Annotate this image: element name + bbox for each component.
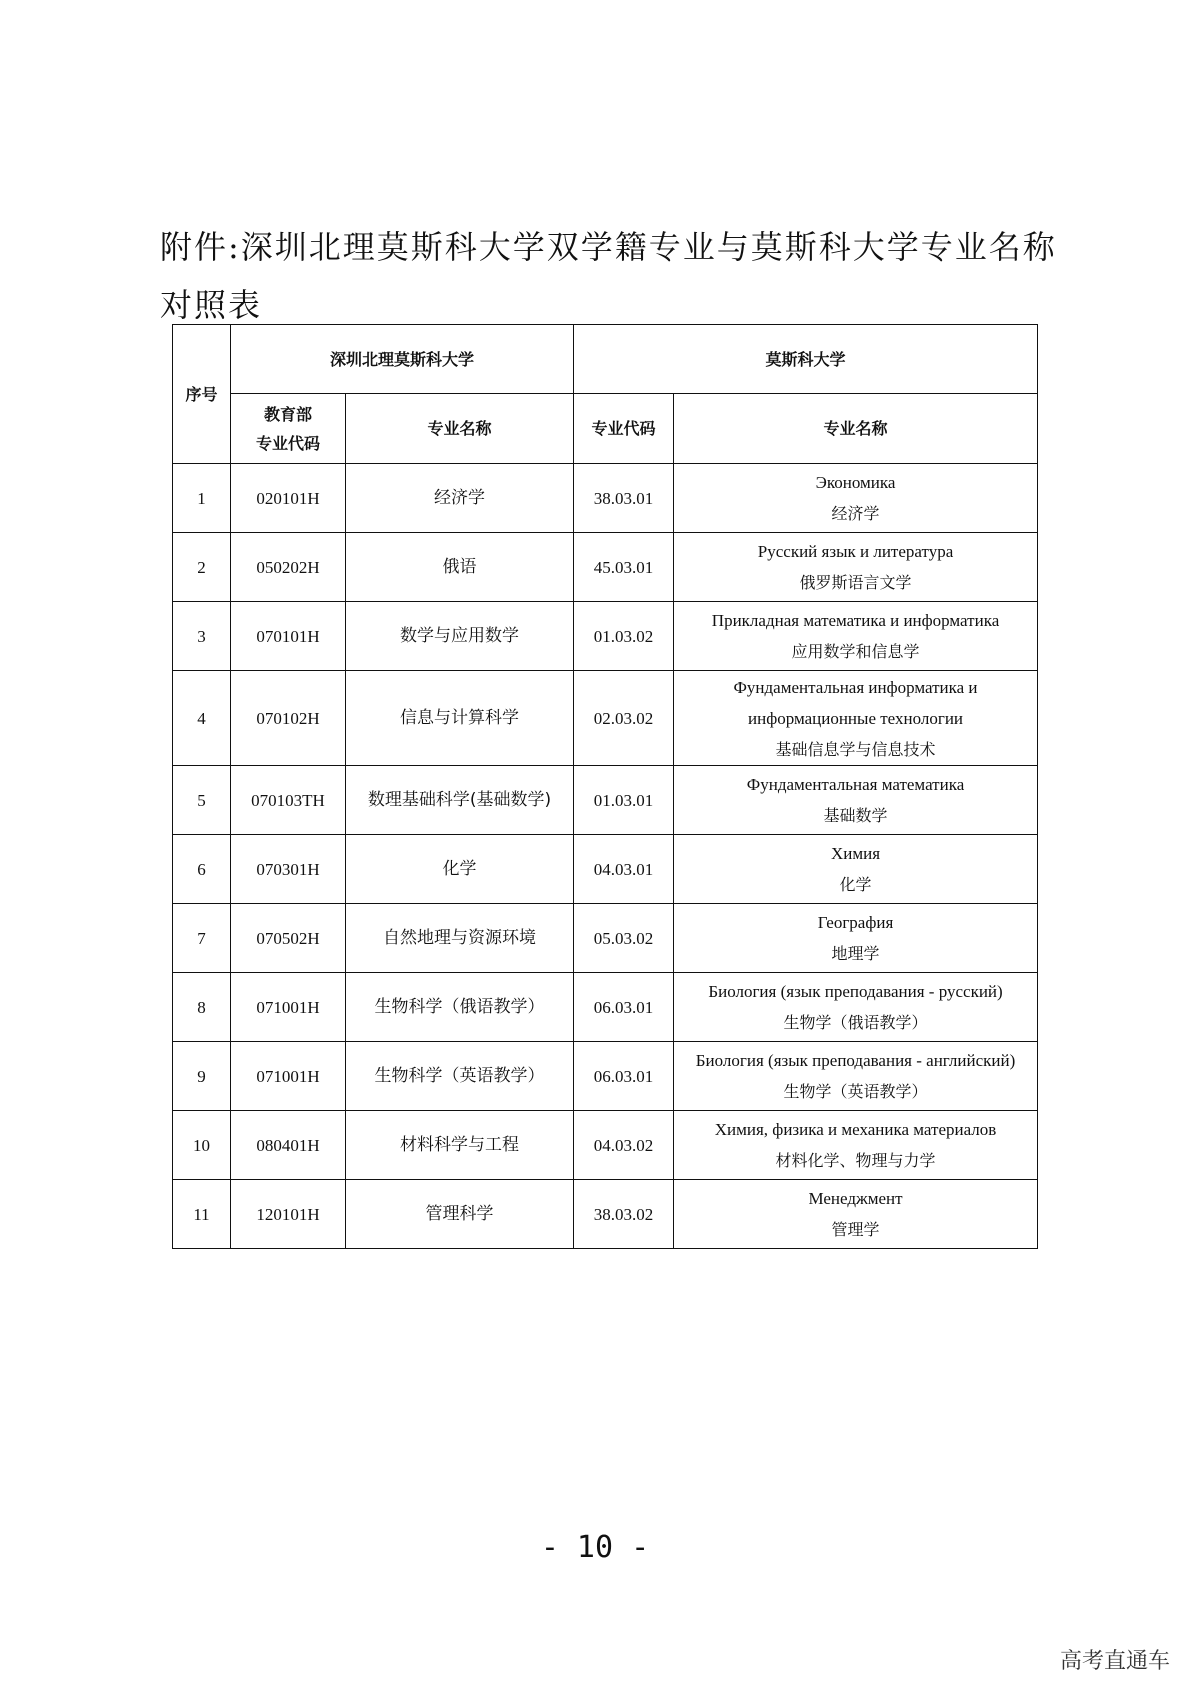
- cell-smbu-major-name: 自然地理与资源环境: [346, 904, 574, 973]
- cell-msu-major-name: [674, 1180, 1038, 1249]
- msu-major-name-cn: 经济学: [831, 504, 880, 523]
- msu-major-name-cn: 俄罗斯语言文学: [799, 573, 912, 592]
- cell-moe-code: 070101H: [231, 602, 346, 671]
- cell-msu-code: 04.03.01: [574, 835, 674, 904]
- cell-moe-code: 070301H: [231, 835, 346, 904]
- cell-msu-major-name: [674, 671, 1038, 766]
- header-moe-code-line1: 教育部: [263, 404, 312, 424]
- table-row: [173, 973, 1038, 1042]
- table-row: [173, 1042, 1038, 1111]
- table-row: [173, 835, 1038, 904]
- page-title: 附件:深圳北理莫斯科大学双学籍专业与莫斯科大学专业名称对照表: [160, 228, 1057, 324]
- msu-major-name-cn: 地理学: [831, 944, 880, 963]
- table-row: [173, 904, 1038, 973]
- cell-msu-major-name: [674, 766, 1038, 835]
- cell-moe-code: 071001H: [231, 1042, 346, 1111]
- msu-major-name-cn: 管理学: [831, 1220, 880, 1239]
- cell-moe-code: 070502H: [231, 904, 346, 973]
- cell-smbu-major-name: 化学: [346, 835, 574, 904]
- cell-smbu-major-name: 信息与计算科学: [346, 671, 574, 766]
- header-moe-code-line2: 专业代码: [255, 433, 320, 453]
- cell-moe-code: 020101H: [231, 464, 346, 533]
- cell-smbu-major-name: 生物科学（俄语教学）: [346, 973, 574, 1042]
- cell-msu-major-name: [674, 1111, 1038, 1180]
- cell-moe-code: 080401H: [231, 1111, 346, 1180]
- cell-msu-code: 06.03.01: [574, 1042, 674, 1111]
- msu-major-name-cn: 生物学（英语教学）: [783, 1082, 928, 1101]
- cell-msu-code: 01.03.01: [574, 766, 674, 835]
- cell-seq: 10: [173, 1111, 231, 1180]
- cell-seq: 7: [173, 904, 231, 973]
- table-row: [173, 464, 1038, 533]
- cell-smbu-major-name: 数学与应用数学: [346, 602, 574, 671]
- header-seq: 序号: [173, 325, 231, 464]
- header-moe-code: [231, 394, 346, 464]
- table-row: [173, 1180, 1038, 1249]
- msu-major-name-ru: Менеджмент: [808, 1189, 903, 1208]
- table-row: [173, 602, 1038, 671]
- msu-major-name-ru: Фундаментальная информатика и информационные технологии: [733, 677, 978, 728]
- cell-msu-code: 02.03.02: [574, 671, 674, 766]
- msu-major-name-ru: Химия: [830, 844, 881, 863]
- cell-msu-code: 06.03.01: [574, 973, 674, 1042]
- cell-seq: 3: [173, 602, 231, 671]
- cell-smbu-major-name: 数理基础科学(基础数学): [346, 766, 574, 835]
- msu-major-name-ru: Фундаментальная математика: [746, 775, 965, 794]
- table-row: [173, 533, 1038, 602]
- cell-msu-major-name: [674, 464, 1038, 533]
- cell-msu-code: 01.03.02: [574, 602, 674, 671]
- cell-msu-major-name: [674, 533, 1038, 602]
- cell-moe-code: 070102H: [231, 671, 346, 766]
- cell-msu-major-name: [674, 904, 1038, 973]
- watermark: 高考直通车: [1059, 1649, 1170, 1674]
- cell-smbu-major-name: 管理科学: [346, 1180, 574, 1249]
- msu-major-name-ru: Химия, физика и механика материалов: [714, 1120, 997, 1139]
- cell-seq: 9: [173, 1042, 231, 1111]
- msu-major-name-ru: Экономика: [815, 473, 896, 492]
- cell-moe-code: 071001H: [231, 973, 346, 1042]
- cell-msu-major-name: [674, 1042, 1038, 1111]
- header-msu: 莫斯科大学: [574, 325, 1038, 394]
- cell-seq: 2: [173, 533, 231, 602]
- cell-smbu-major-name: 生物科学（英语教学）: [346, 1042, 574, 1111]
- header-msu-code: 专业代码: [574, 394, 674, 464]
- cell-msu-major-name: [674, 973, 1038, 1042]
- cell-msu-code: 38.03.02: [574, 1180, 674, 1249]
- table-row: [173, 766, 1038, 835]
- table-row: [173, 671, 1038, 766]
- msu-major-name-ru: Русский язык и литература: [757, 542, 954, 561]
- cell-msu-code: 45.03.01: [574, 533, 674, 602]
- header-smbu-major-name: 专业名称: [346, 394, 574, 464]
- cell-msu-major-name: [674, 835, 1038, 904]
- cell-seq: 5: [173, 766, 231, 835]
- cell-seq: 8: [173, 973, 231, 1042]
- cell-moe-code: 120101H: [231, 1180, 346, 1249]
- cell-seq: 11: [173, 1180, 231, 1249]
- table-body: [173, 464, 1038, 1249]
- major-comparison-table: [172, 324, 1038, 1249]
- cell-smbu-major-name: 材料科学与工程: [346, 1111, 574, 1180]
- msu-major-name-ru: Биология (язык преподавания - английский): [695, 1051, 1016, 1070]
- cell-smbu-major-name: 经济学: [346, 464, 574, 533]
- msu-major-name-cn: 生物学（俄语教学）: [783, 1013, 928, 1032]
- cell-msu-code: 05.03.02: [574, 904, 674, 973]
- msu-major-name-cn: 材料化学、物理与力学: [775, 1151, 936, 1170]
- cell-msu-code: 38.03.01: [574, 464, 674, 533]
- cell-seq: 4: [173, 671, 231, 766]
- cell-moe-code: 070103TH: [231, 766, 346, 835]
- msu-major-name-cn: 基础信息学与信息技术: [775, 739, 936, 759]
- cell-smbu-major-name: 俄语: [346, 533, 574, 602]
- page-number: - 10 -: [540, 1530, 650, 1565]
- cell-msu-major-name: [674, 602, 1038, 671]
- cell-moe-code: 050202H: [231, 533, 346, 602]
- cell-seq: 1: [173, 464, 231, 533]
- msu-major-name-cn: 化学: [839, 875, 872, 894]
- msu-major-name-ru: География: [817, 913, 894, 932]
- msu-major-name-ru: Биология (язык преподавания - русский): [708, 982, 1003, 1001]
- msu-major-name-cn: 基础数学: [823, 806, 888, 825]
- cell-seq: 6: [173, 835, 231, 904]
- header-smbu: 深圳北理莫斯科大学: [231, 325, 574, 394]
- header-msu-major-name: 专业名称: [674, 394, 1038, 464]
- table-row: [173, 1111, 1038, 1180]
- msu-major-name-cn: 应用数学和信息学: [791, 642, 920, 661]
- cell-msu-code: 04.03.02: [574, 1111, 674, 1180]
- msu-major-name-ru: Прикладная математика и информатика: [711, 611, 1000, 630]
